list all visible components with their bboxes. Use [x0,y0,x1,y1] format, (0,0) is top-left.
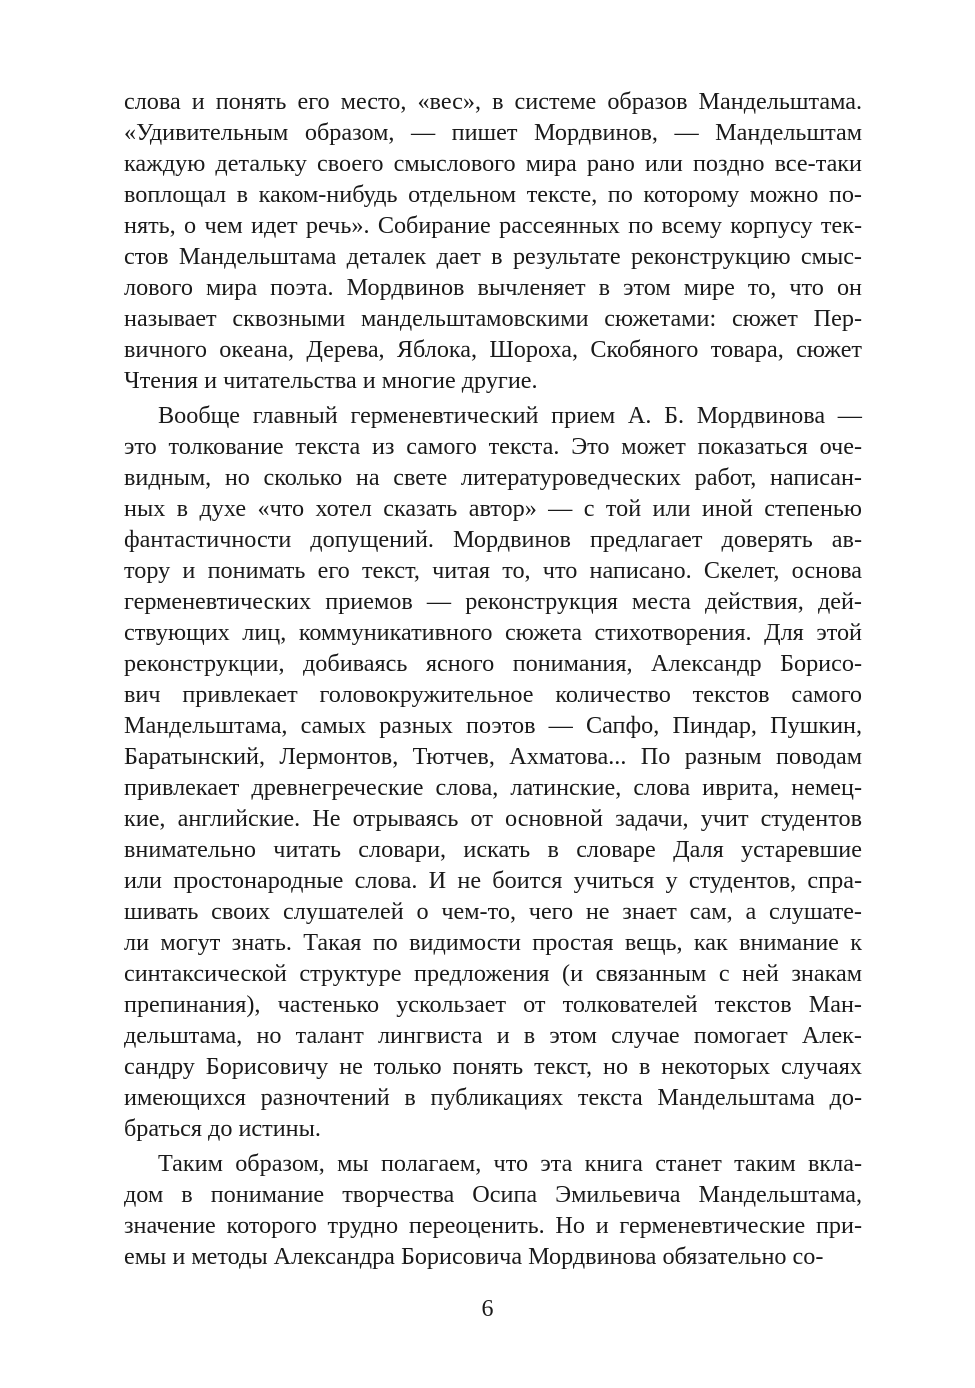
text-line: препинания), частенько ускользает от толкователей текстов Ман- [124,991,862,1018]
paragraph [124,400,862,1144]
text-line: видным, но сколько на свете литературоведческих работ, написан- [124,464,862,491]
text-line: слова и понять его место, «вес», в системе образов Мандельштама. [124,88,862,115]
text-line: каждую детальку своего смыслового мира рано или поздно все-таки [124,150,862,177]
text-line: реконструкции, добиваясь ясного понимания, Александр Борисо- [124,650,862,677]
text-line: называет сквозными мандельштамовскими сюжетами: сюжет Пер- [124,305,862,332]
body-text [124,86,862,1272]
text-line: вич привлекает головокружительное количество текстов самого [124,681,862,708]
text-line: сандру Борисовичу не только понять текст, но в некоторых случаях [124,1053,862,1080]
page-number: 6 [481,1296,494,1322]
text-line: тору и понимать его текст, читая то, что написано. Скелет, основа [124,557,862,584]
text-line: дом в понимание творчества Осипа Эмильевича Мандельштама, [124,1181,862,1208]
text-line: лового мира поэта. Мордвинов вычленяет в этом мире то, что он [124,274,862,301]
text-line: значение которого трудно переоценить. Но и герменевтические при- [124,1212,862,1239]
text-line: или простонародные слова. И не боится учиться у студентов, спра- [124,867,862,894]
text-line: Таким образом, мы полагаем, что эта книга станет таким вкла- [158,1150,862,1177]
text-line: Вообще главный герменевтический прием А. Б. Мордвинова — [158,402,862,429]
text-line: стов Мандельштама деталек дает в результате реконструкцию смыс- [124,243,862,270]
text-line: Чтения и читательства и многие другие. [124,367,538,394]
text-line: привлекает древнегреческие слова, латинские, слова иврита, немец- [124,774,862,801]
text-line: дельштама, но талант лингвиста и в этом случае помогает Алек- [124,1022,862,1049]
text-line: шивать своих слушателей о чем-то, чего не знает сам, а слушате- [124,898,862,925]
text-line: кие, английские. Не отрываясь от основной задачи, учит студентов [124,805,862,832]
text-line: браться до истины. [124,1115,321,1142]
text-line: Баратынский, Лермонтов, Тютчев, Ахматова... По разным поводам [124,743,862,770]
text-line: воплощал в каком-нибудь отдельном тексте, по которому можно по- [124,181,862,208]
text-line: ствующих лиц, коммуникативного сюжета стихотворения. Для этой [124,619,862,646]
text-line: ли могут знать. Такая по видимости простая вещь, как внимание к [124,929,862,956]
paragraph [124,86,862,396]
text-line: нять, о чем идет речь». Собирание рассеянных по всему корпусу тек- [124,212,862,239]
text-line: «Удивительным образом, — пишет Мордвинов, — Мандельштам [124,119,862,146]
text-line: емы и методы Александра Борисовича Мордвинова обязательно со- [124,1243,824,1270]
text-line: вичного океана, Дерева, Яблока, Шороха, Скобяного товара, сюжет [124,336,862,363]
text-line: имеющихся разночтений в публикациях текста Мандельштама до- [124,1084,862,1111]
paragraph [124,1148,862,1272]
text-line: Мандельштама, самых разных поэтов — Сапфо, Пиндар, Пушкин, [124,712,862,739]
text-line: это толкование текста из самого текста. Это может показаться оче- [124,433,862,460]
text-line: синтаксической структуре предложения (и связанным с ней знакам [124,960,862,987]
text-line: ных в духе «что хотел сказать автор» — с той или иной степенью [124,495,862,522]
text-line: герменевтических приемов — реконструкция места действия, дей- [124,588,862,615]
text-line: фантастичности допущений. Мордвинов предлагает доверять ав- [124,526,862,553]
text-line: внимательно читать словари, искать в словаре Даля устаревшие [124,836,862,863]
